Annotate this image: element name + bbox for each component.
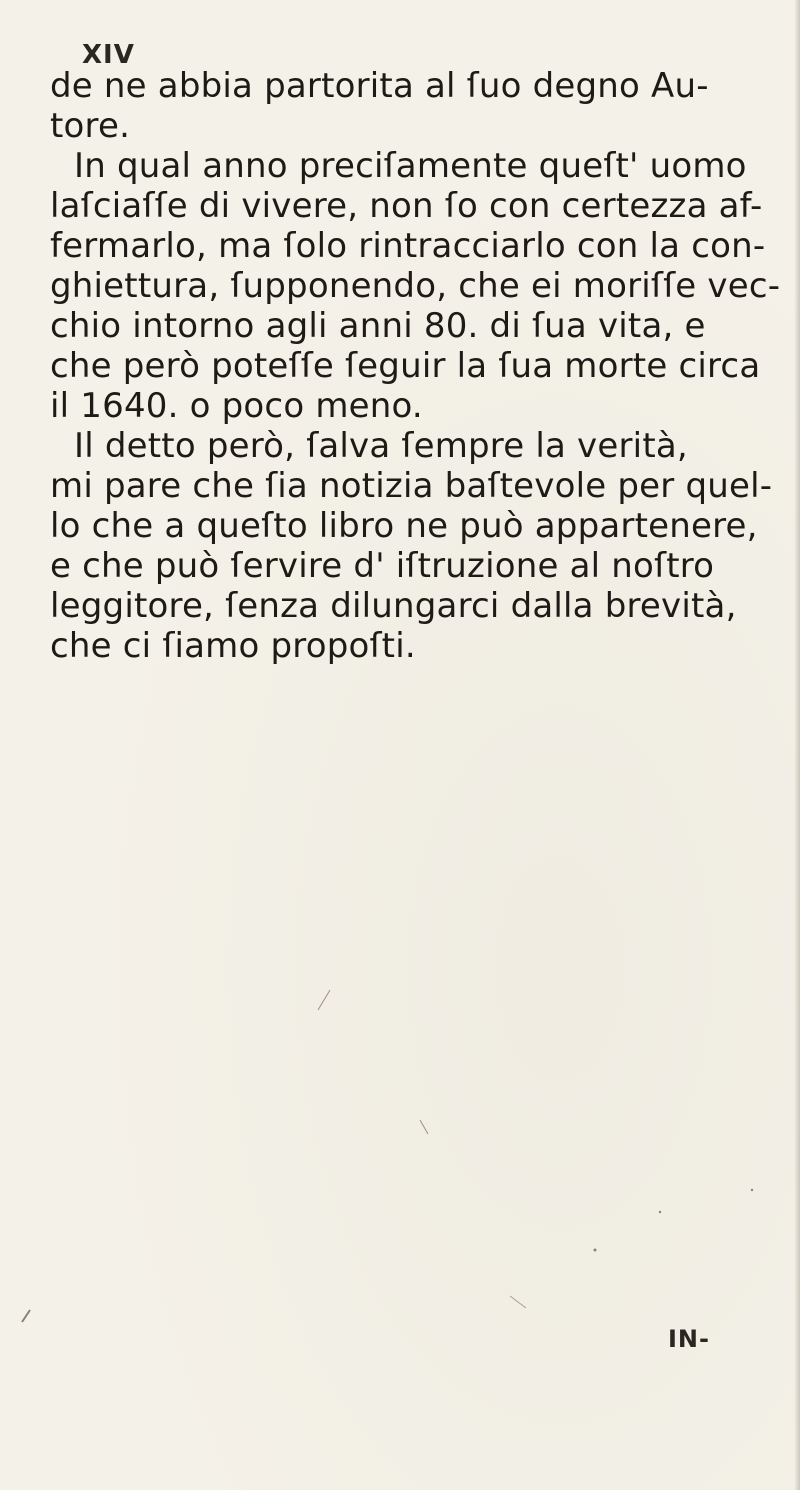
text-line: Il detto però, ſalva ſempre la verità,: [74, 426, 688, 466]
text-line: ghiettura, ſupponendo, che ei moriſſe vec-: [50, 266, 781, 306]
speck: [594, 1249, 597, 1252]
page-edge-shadow: [794, 0, 800, 1490]
speck: [751, 1189, 753, 1191]
text-line: lo che a queſto libro ne può appartenere,: [50, 506, 758, 546]
text-line: che però poteſſe ſeguir la ſua morte circa: [50, 346, 761, 386]
speck: [510, 1296, 526, 1308]
text-line: il 1640. o poco meno.: [50, 386, 423, 426]
text-line: In qual anno preciſamente queſt' uomo: [74, 146, 747, 186]
text-line: leggitore, ſenza dilungarci dalla brevità,: [50, 586, 737, 626]
text-line: mi pare che ſia notizia baſtevole per quel-: [50, 466, 773, 506]
speck: [318, 990, 330, 1010]
text-line: fermarlo, ma ſolo rintracciarlo con la con-: [50, 226, 766, 266]
speck: [420, 1120, 428, 1134]
speck: [659, 1211, 661, 1213]
text-line: laſciaſſe di vivere, non ſo con certezza af-: [50, 186, 763, 226]
speck: [22, 1310, 30, 1322]
catchword: IN-: [668, 1325, 710, 1353]
text-line: che ci ſiamo propoſti.: [50, 626, 416, 666]
text-line: de ne abbia partorita al ſuo degno Au-: [50, 66, 709, 106]
text-line: tore.: [50, 106, 131, 146]
text-line: e che può ſervire d' iſtruzione al noſtro: [50, 546, 715, 586]
text-line: chio intorno agli anni 80. di ſua vita, e: [50, 306, 706, 346]
page-number: XIV: [82, 40, 135, 70]
